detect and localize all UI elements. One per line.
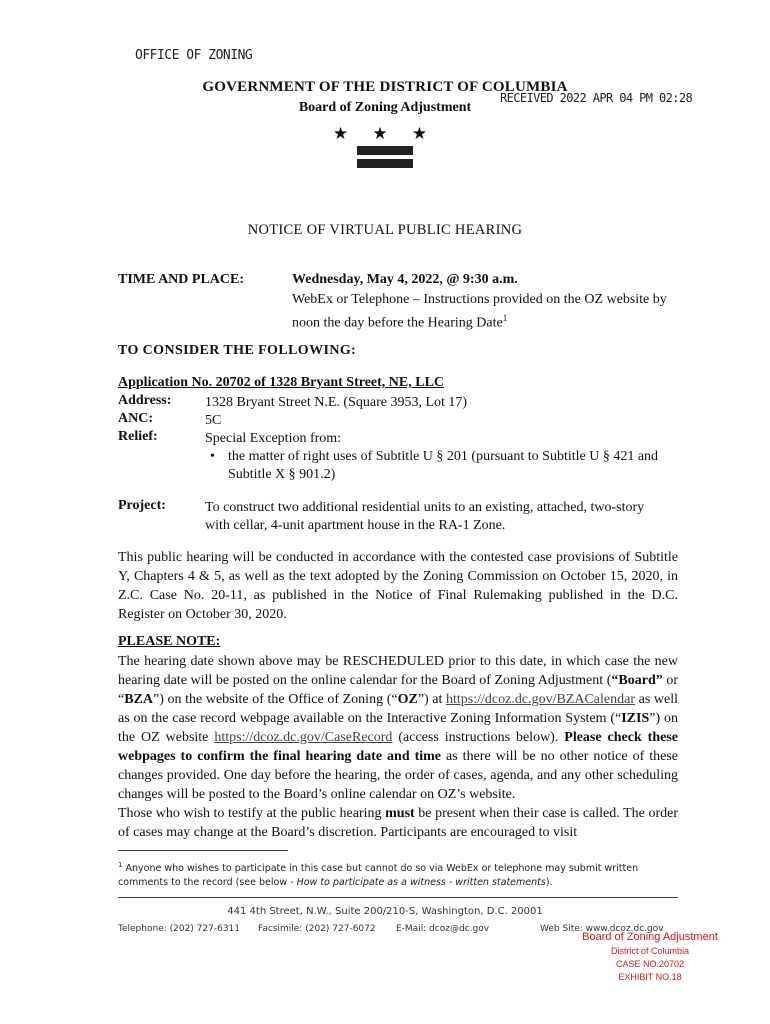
relief-label: Relief:	[118, 429, 158, 444]
address-value: 1328 Bryant Street N.E. (Square 3953, Lot 17)	[205, 395, 468, 410]
anc-value: 5C	[205, 413, 222, 428]
notice-title: NOTICE OF VIRTUAL PUBLIC HEARING	[247, 222, 523, 238]
office-email: E-Mail: dcoz@dc.gov	[396, 924, 490, 934]
relief-value: Special Exception from:	[205, 431, 342, 446]
footnote-divider	[118, 850, 288, 851]
hearing-method: WebEx or Telephone – Instructions provided on the OZ website by	[292, 292, 667, 307]
dc-flag-bar-bottom	[357, 159, 413, 168]
bza-calendar-link[interactable]: https://dcoz.dc.gov/BZACalendar	[446, 692, 635, 707]
exhibit-number: EXHIBIT NO.18	[618, 972, 682, 982]
exhibit-case-number: CASE NO.20702	[615, 959, 685, 969]
received-date-stamp: RECEIVED 2022 APR 04 PM 02:28	[500, 91, 693, 105]
dc-flag-stars-icon: ★ ★ ★	[332, 124, 438, 143]
relief-bullet-icon: •	[210, 449, 215, 464]
hearing-instructions-time: noon the day before the Hearing Date$^1$	[292, 313, 508, 331]
dc-flag-bar-top	[357, 146, 413, 155]
exhibit-district: District of Columbia	[610, 946, 690, 956]
exhibit-board: Board of Zoning Adjustment	[582, 931, 718, 943]
project-line2: with cellar, 4-unit apartment house in the RA-1 Zone.	[205, 518, 506, 533]
office-website: Web Site: www.dcoz.dc.gov	[540, 924, 664, 934]
footnote-text: $^1$ Anyone who wishes to participate in this case but cannot do so via WebEx or telephone may submit written comments to the record (see below - How to participate as a witness - written statements).	[118, 861, 639, 889]
relief-item-line2: Subtitle X § 901.2)	[228, 467, 336, 482]
office-telephone: Telephone: (202) 727-6311	[118, 924, 240, 934]
board-title: Board of Zoning Adjustment	[298, 100, 472, 115]
address-label: Address:	[118, 393, 172, 408]
please-note-heading: PLEASE NOTE:	[118, 634, 221, 649]
office-fax: Facsimile: (202) 727-6072	[258, 924, 376, 934]
footer-divider	[118, 897, 678, 898]
please-note-paragraph: The hearing date shown above may be RESCHEDULED prior to this date, in which case the new hearing date will be posted on the online calendar for the Board of Zoning Adjustment (“Board” or “BZA”) on the website of the Office of Zoning (“OZ”) at https://dcoz.dc.gov/BZACalendar as well as on the case record webpage available on the Interactive Zoning Information System (“IZIS”) on the OZ website https://dcoz.dc.gov/CaseRecord (access instructions below). Please check these webpages to confirm the final hearing date and time as there will be no other notice of these changes provided. One day before the hearing, the order of cases, agenda, and any other scheduling changes will be posted to the Board’s online calendar on OZ’s website.	[118, 654, 679, 802]
anc-label: ANC:	[118, 411, 153, 426]
consider-heading: TO CONSIDER THE FOLLOWING:	[118, 343, 357, 358]
project-label: Project:	[118, 498, 166, 513]
office-address: 441 4th Street, N.W., Suite 200/210-S, Washington, D.C. 20001	[227, 906, 543, 917]
hearing-date: Wednesday, May 4, 2022, @ 9:30 a.m.	[292, 272, 518, 287]
hearing-provisions-paragraph: This public hearing will be conducted in accordance with the contested case provisions of Subtitle Y, Chapters 4 & 5, as well as the text adopted by the Zoning Commission on October 15, 2020, in Z.C. Case No. 20-11, as published in the Notice of Final Rulemaking published in the D.C. Register on October 30, 2020.	[118, 550, 678, 622]
time-place-label: TIME AND PLACE:	[118, 272, 245, 287]
office-of-zoning-stamp: OFFICE OF ZONING	[135, 48, 253, 63]
application-heading: Application No. 20702 of 1328 Bryant Street, NE, LLC	[118, 375, 445, 390]
case-record-link[interactable]: https://dcoz.dc.gov/CaseRecord	[214, 730, 393, 745]
relief-item-line1: the matter of right uses of Subtitle U § 201 (pursuant to Subtitle U § 421 and	[228, 449, 659, 464]
testify-paragraph: Those who wish to testify at the public hearing must be present when their case is called. The order of cases may change at the Board’s discretion. Participants are encouraged to visit	[118, 806, 678, 840]
project-line1: To construct two additional residential units to an existing, attached, two-story	[205, 500, 645, 515]
government-title: GOVERNMENT OF THE DISTRICT OF COLUMBIA	[202, 79, 568, 95]
